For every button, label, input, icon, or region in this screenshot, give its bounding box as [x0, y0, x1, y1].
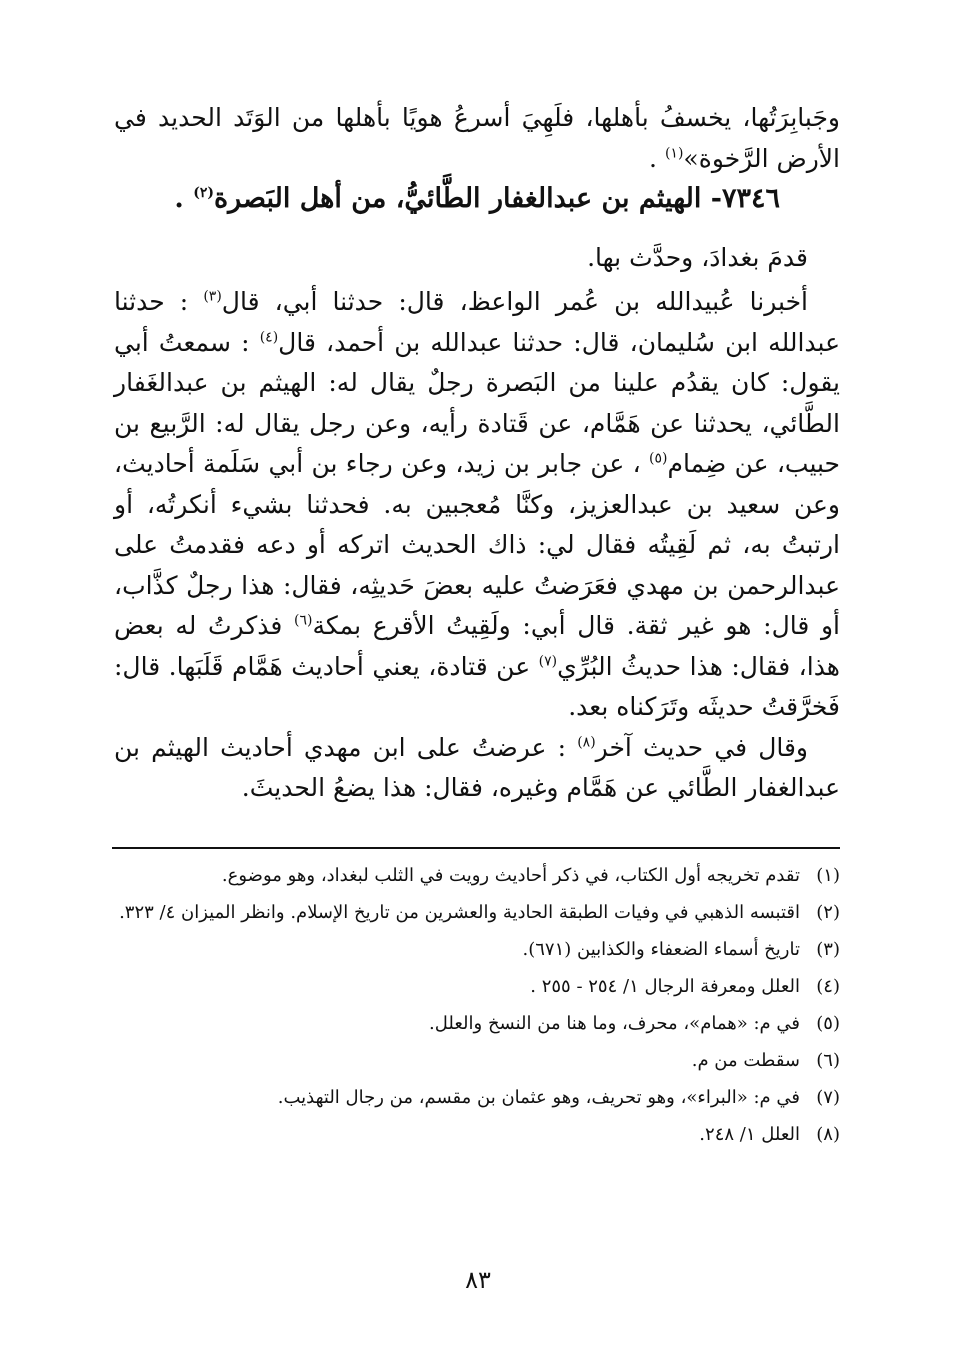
footnote-item: [112, 936, 840, 964]
footnote-ref-5[interactable]: (٥): [649, 450, 668, 467]
footnote-number: (٦): [816, 1050, 840, 1071]
footnote-item: [112, 862, 840, 890]
footnote-text: تقدم تخريجه أول الكتاب، في ذكر أحاديث رويت في الثلب لبغداد، وهو موضوع.: [221, 865, 800, 886]
footnote-text: العلل ومعرفة الرجال ١/ ٢٥٤ - ٢٥٥ .: [530, 976, 800, 997]
footnote-item: [112, 899, 840, 927]
footnote-text: تاريخ أسماء الضعفاء والكذابين (٦٧١).: [522, 939, 800, 960]
footnote-ref-2[interactable]: (٢): [193, 185, 214, 201]
page-number: ٨٣: [465, 1266, 491, 1294]
footnote-ref-8[interactable]: (٨): [577, 734, 596, 751]
paragraph-second-narration: وقال في حديث آخر$^{(٨)}$ : عرضتُ على ابن مهدي أحاديث الهيثم بن عبدالغفار الطَّائي عن هَمَّام وغيره، فقال: هذا يضعُ الحديثَ.: [114, 732, 840, 802]
paragraph-intro: قدمَ بغدادَ، وحدَّث بها.: [587, 242, 808, 272]
main-text: [114, 98, 840, 809]
footnote-text: العلل ١/ ٢٤٨.: [699, 1124, 800, 1145]
footnotes: [112, 862, 840, 1158]
footnote-ref-1[interactable]: (١): [664, 145, 684, 162]
footnote-number: (٤): [816, 976, 840, 997]
footnote-text: في م: «البراء»، وهو تحريف، وهو عثمان بن مقسم، من رجال التهذيب.: [277, 1087, 800, 1108]
footnote-number: (٨): [816, 1124, 840, 1145]
footnote-number: (٣): [816, 939, 840, 960]
footnote-number: (٢): [816, 902, 840, 923]
entry-heading: ٧٣٤٦- الهيثم بن عبدالغفار الطَّائيُّ، من أهل البَصرة$^{(٢)}$ .: [174, 183, 780, 214]
footnote-ref-4[interactable]: (٤): [259, 329, 279, 346]
footnote-ref-6[interactable]: (٦): [294, 612, 313, 629]
footnote-text: اقتبسه الذهبي في وفيات الطبقة الحادية والعشرين من تاريخ الإسلام. وانظر الميزان ٤/ ٣٢٣.: [119, 902, 800, 923]
footnote-ref-7[interactable]: (٧): [538, 653, 558, 670]
paragraph-continuation: وجَبابِرَتُها، يخسفُ بأهلها، فلَهِيَ أسرعُ هويًا بأهلها من الوَتَد الحديد في الأرض الرَّخوة»$^{(١)}$ .: [114, 103, 840, 173]
footnote-number: (٥): [816, 1013, 840, 1034]
footnote-text: سقطت من م.: [691, 1050, 800, 1071]
footnote-number: (٧): [816, 1087, 840, 1108]
paragraph-narration: أخبرنا عُبيدالله بن عُمر الواعظ، قال: حدثنا أبي، قال$^{(٣)}$ : حدثنا عبدالله ابن سُليمان، قال: حدثنا عبدالله بن أحمد، قال$^{(٤)}$ : سمعتُ أبي يقول: كان يقدُم علينا من البَصرة رجلٌ يقال له: الهيثم بن عبدالغَفار الطَّائي، يحدثنا عن هَمَّام، عن قَتادة رأيه، وعن رجل يقال له: الرَّبيع بن حبيب، عن ضِمام$^{(٥)}$ ، عن جابر بن زيد، وعن رجاء بن أبي سَلَمة أحاديث، وعن سعيد بن عبدالعزيز، وكنَّا مُعجبين به. فحدثنا بشيء أنكرتُه، أو ارتبتُ به، ثم لَقِيتُه فقال لي: ذاك الحديث اتركه أو دعه فقدمتُ على عبدالرحمن بن مهدي فعَرَضتُ عليه بعضَ حَديثِه، فقال: هذا رجلٌ كذَّاب، أو قال: هو غير ثقة. قال أبي: ولَقِيتُ الأقرع بمكة$^{(٦)}$ فذكرتُ له بعض هذا، فقال: هذا حديثُ البُرِّي$^{(٧)}$ عن قتادة، يعني أحاديث هَمَّام قَلَبَها. قال: فَخرَّقتُ حديثَه وتَرَكناه بعد.: [114, 287, 841, 721]
footnote-divider: [112, 847, 840, 849]
footnote-item: [112, 973, 840, 1001]
footnote-item: [112, 1084, 840, 1112]
footnote-number: (١): [816, 865, 840, 886]
footnote-text: في م: «همام»، محرف، وما هنا من النسخ والعلل.: [429, 1013, 800, 1034]
footnote-ref-3[interactable]: (٣): [203, 288, 222, 305]
footnote-item: [112, 1047, 840, 1075]
footnote-item: [112, 1010, 840, 1038]
footnote-item: [112, 1121, 840, 1149]
